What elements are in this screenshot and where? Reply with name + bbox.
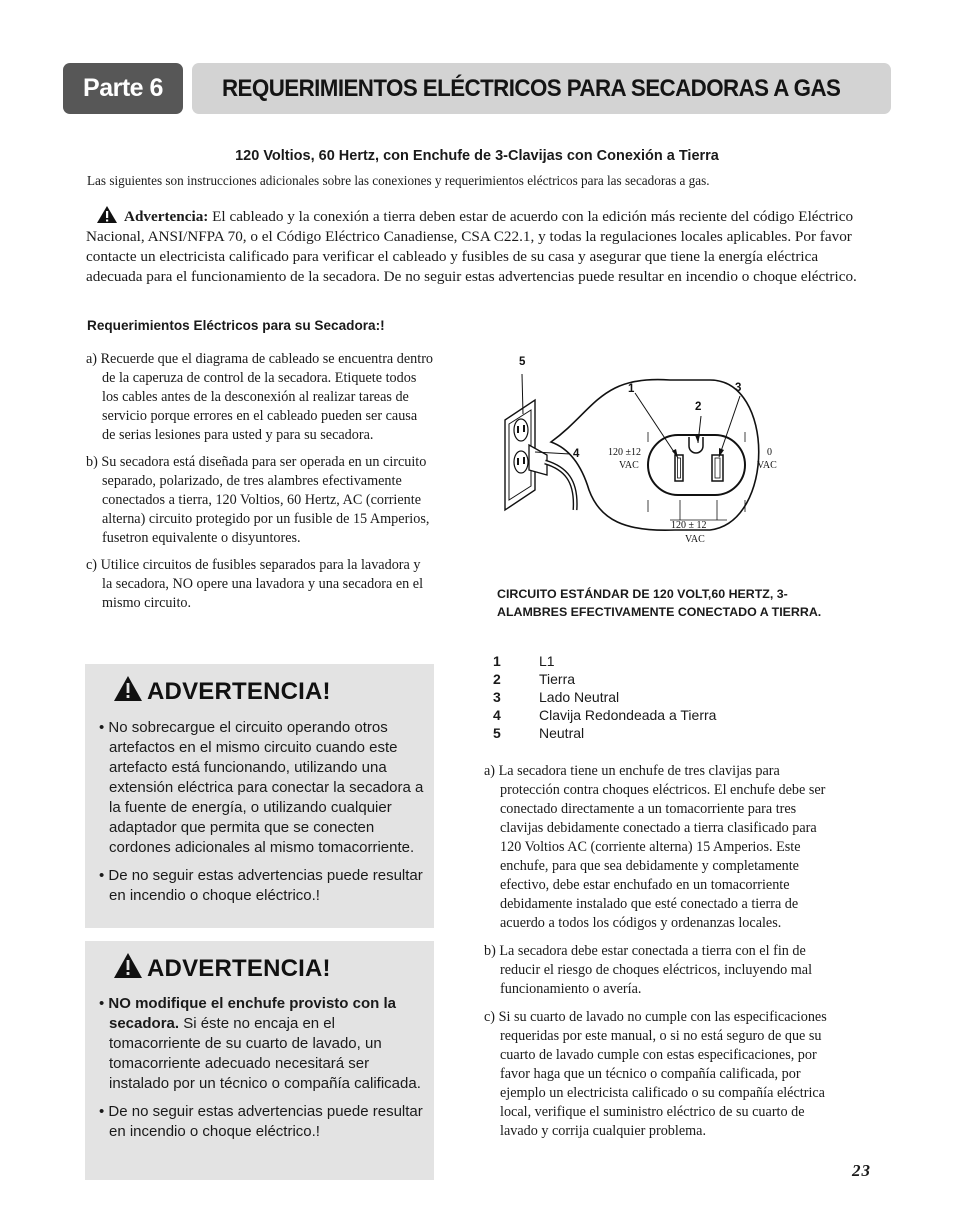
warning-box-heading: ADVERTENCIA! xyxy=(113,952,331,983)
warning-box-list xyxy=(99,718,429,914)
list-item: c) Utilice circuitos de fusibles separados para la lavadora y la secadora, NO opere una lavadora y una secadora en el mismo circuito. xyxy=(86,557,424,611)
left-requirements-list xyxy=(86,350,434,621)
list-item: • NO modifique el enchufe provisto con la secadora. Si éste no encaja en el tomacorriente de su cuarto de lavado, un tomacorriente adecuado necesitará ser instalado por un técnico o compañía calificada. xyxy=(99,995,421,1092)
warning-box-list xyxy=(99,994,429,1150)
legend-item: 5 Neutral xyxy=(493,725,585,741)
legend-item: 3 Lado Neutral xyxy=(493,689,620,705)
list-item: a) Recuerde que el diagrama de cableado se encuentra dentro de la caperuza de control de la secadora. Etiquete todos los cables antes de la desconexión al realizar tareas de servicio porque errores en el cableado pueden ser causa de serias lesiones para usted y para su secadora. xyxy=(86,351,434,443)
warning-text: El cableado y la conexión a tierra deben estar de acuerdo con la edición más reciente del código Eléctrico Nacional, ANSI/NFPA 70, o el Código Eléctrico Canadiense, CSA C22.1, y todas la regulaciones locales aplicables. Por favor contacte un electricista calificado para verificar el cableado y fusibles de su casa y asegurar que tiene la energía eléctrica adecuada para el funcionamiento de la secadora. De no seguir estas advertencias puede resultar en incendio o choque eléctrico. xyxy=(86,208,857,285)
list-item: a) La secadora tiene un enchufe de tres clavijas para protección contra choques eléctricos. El enchufe debe ser conectado directamente a un tomacorriente para tres clavijas debidamente conectado a tierra clasificado para 120 Voltios AC (corriente alterna) 15 Amperios. Este enchufe, para que sea debidamente y completamente efectivo, debe estar enchufado en un tomacorriente debidamente instalado que esté conectado a tierra de acuerdo a todos los códigos y ordenanzas locales. xyxy=(484,763,826,931)
list-item: • De no seguir estas advertencias puede resultar en incendio o choque eléctrico.! xyxy=(99,867,423,904)
callout-5: 5 xyxy=(519,356,526,368)
diagram-legend xyxy=(493,652,716,742)
list-item: c) Si su cuarto de lavado no cumple con las especificaciones requeridas por este manual, o si no está seguro de que su cuarto de lavado cumple con estas especificaciones, por favor haga que un técnico o compañía calificada, por ejemplo un electricista calificado o su compañía eléctrica local, verifique el suministro eléctrico de su cuarto de lavado y corrija cualquier problema. xyxy=(484,1009,827,1139)
right-voltage-unit: VAC xyxy=(757,460,777,471)
part-label: Parte 6 xyxy=(63,63,183,114)
right-voltage-value: 0 xyxy=(767,447,772,458)
warning-triangle-icon xyxy=(113,952,143,979)
warning-box-1 xyxy=(85,664,434,928)
warning-triangle-icon xyxy=(96,205,118,224)
requirements-heading: Requerimientos Eléctricos para su Secadora:! xyxy=(87,318,385,333)
warning-triangle-icon xyxy=(113,675,143,702)
warning-box-2 xyxy=(85,941,434,1180)
legend-item: 1 L1 xyxy=(493,653,555,669)
list-item: • No sobrecargue el circuito operando otros artefactos en el mismo circuito cuando este artefacto está funcionando, utilizando una extensión eléctrica para conectar la secadora a la fuente de energía, o utilizando cualquier adaptador que permita que se conecten cordones adicionales al mismo tomacorriente. xyxy=(99,719,424,856)
circuit-caption: CIRCUITO ESTÁNDAR DE 120 VOLT,60 HERTZ, 3-ALAMBRES EFECTIVAMENTE CONECTADO A TIERRA. xyxy=(497,587,822,619)
warning-box-heading: ADVERTENCIA! xyxy=(113,675,331,706)
list-item: b) Su secadora está diseñada para ser operada en un circuito separado, polarizado, de tres alambres efectivamente conectados a tierra, 120 Voltios, 60 Hertz, AC (corriente alterna) circuito protegido por un fusible de 15 Amperios, fusetron equivalente o disyuntores. xyxy=(86,454,430,546)
intro-text: Las siguientes son instrucciones adicionales sobre las conexiones y requerimientos eléctricos para las secadoras a gas. xyxy=(87,173,710,188)
section-subtitle: 120 Voltios, 60 Hertz, con Enchufe de 3-Clavijas con Conexión a Tierra xyxy=(235,148,719,164)
warning-paragraph xyxy=(86,205,866,287)
legend-item: 4 Clavija Redondeada a Tierra xyxy=(493,707,717,723)
bottom-voltage-unit: VAC xyxy=(685,534,705,545)
page-number: 23 xyxy=(852,1161,871,1180)
callout-2: 2 xyxy=(695,401,702,413)
legend-item: 2 Tierra xyxy=(493,671,576,687)
callout-3: 3 xyxy=(735,382,742,394)
callout-4: 4 xyxy=(573,448,580,460)
right-instructions-list xyxy=(484,762,834,1150)
page-title: REQUERIMIENTOS ELÉCTRICOS PARA SECADORAS A GAS xyxy=(222,75,841,102)
callout-1: 1 xyxy=(628,383,635,395)
list-item: • De no seguir estas advertencias puede resultar en incendio o choque eléctrico.! xyxy=(99,1103,423,1140)
outlet-wiring-diagram xyxy=(495,350,795,560)
list-item: b) La secadora debe estar conectada a tierra con el fin de reducir el riesgo de choques eléctricos, incluyendo mal funcionamiento o avería. xyxy=(484,943,813,997)
left-voltage-unit: VAC xyxy=(619,460,639,471)
warning-label: Advertencia: xyxy=(124,208,209,225)
left-voltage-value: 120 ±12 xyxy=(608,447,641,458)
bottom-voltage-value: 120 ± 12 xyxy=(671,520,707,531)
